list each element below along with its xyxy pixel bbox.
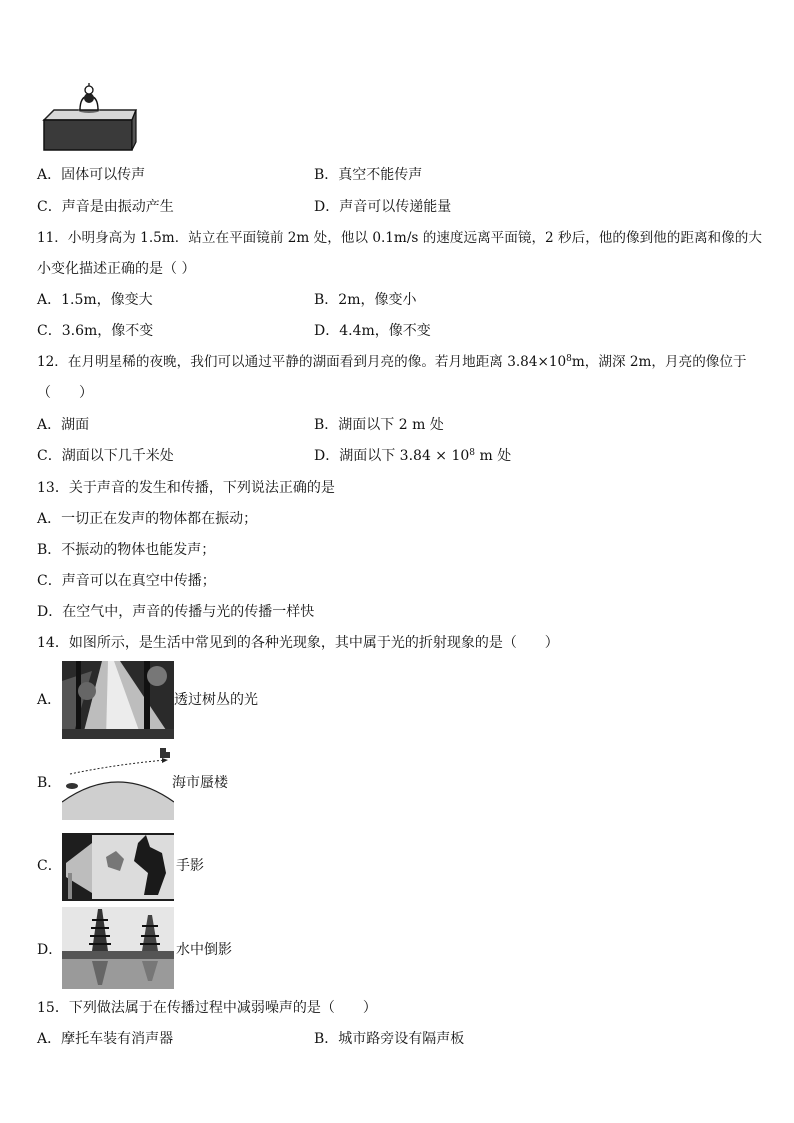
q14-option-c-label: 手影 (176, 858, 204, 874)
q12-option-b: B．湖面以下 2 m 处 (314, 417, 444, 433)
q14-option-c-letter: C． (37, 858, 62, 874)
q14-option-b-letter: B． (37, 775, 62, 791)
q11-option-b: B．2m，像变小 (314, 292, 417, 308)
q15-option-a: A．摩托车装有消声器 (37, 1031, 174, 1047)
q12-option-a: A．湖面 (37, 417, 90, 433)
q15-stem: 15．下列做法属于在传播过程中减弱噪声的是（ ） (37, 1000, 377, 1016)
q12-stem-exponent: 8 (566, 354, 572, 364)
q10-option-c: C．声音是由振动产生 (37, 199, 174, 215)
q13-stem: 13．关于声音的发生和传播，下列说法正确的是 (37, 480, 335, 496)
q12-stem-post: m，湖深 2m，月亮的像位于 (571, 354, 747, 370)
q12-option-d-post: m 处 (475, 448, 512, 464)
q11-option-a: A．1.5m，像变大 (37, 292, 153, 308)
mirage-diagram (62, 742, 174, 820)
bell-on-block-figure (40, 80, 140, 155)
q12-stem-pre: 12．在月明星稀的夜晚，我们可以通过平静的湖面看到月亮的像。若月地距离 3.84×10 (37, 354, 567, 370)
q14-option-a-label: 透过树丛的光 (174, 692, 258, 708)
q12-option-d-pre: D．湖面以下 3.84 × 10 (314, 448, 470, 464)
hand-shadow-photo (62, 833, 174, 901)
q12-option-c: C．湖面以下几千米处 (37, 448, 174, 464)
q12-option-d-exponent: 8 (469, 448, 476, 458)
q14-option-a-letter: A． (37, 692, 62, 708)
q12-stem-line1 (37, 352, 747, 372)
q11-option-d: D．4.4m，像不变 (314, 323, 431, 339)
q13-option-d: D．在空气中，声音的传播与光的传播一样快 (37, 604, 315, 620)
q11-stem-line2: 小变化描述正确的是（ ） (37, 261, 196, 277)
q13-option-c: C．声音可以在真空中传播； (37, 573, 216, 589)
q12-option-d (314, 446, 511, 466)
q14-option-d-label: 水中倒影 (176, 942, 232, 958)
q10-option-d: D．声音可以传递能量 (314, 199, 452, 215)
pagoda-reflection-photo (62, 907, 174, 989)
q13-option-a: A．一切正在发声的物体都在振动； (37, 511, 258, 527)
q13-option-b: B．不振动的物体也能发声； (37, 542, 216, 558)
q14-option-b-label: 海市蜃楼 (172, 775, 228, 791)
q11-stem-line1: 11．小明身高为 1.5m．站立在平面镜前 2m 处，他以 0.1m/s 的速度远离平面镜，2 秒后，他的像到他的距离和像的大 (37, 230, 762, 246)
q12-stem-line2: （ ） (37, 385, 93, 401)
q15-option-b: B．城市路旁设有隔声板 (314, 1031, 465, 1047)
q10-option-b: B．真空不能传声 (314, 167, 423, 183)
q10-option-a: A．固体可以传声 (37, 167, 146, 183)
q11-option-c: C．3.6m，像不变 (37, 323, 154, 339)
light-through-trees-photo (62, 661, 174, 739)
q14-stem: 14．如图所示，是生活中常见到的各种光现象，其中属于光的折射现象的是（ ） (37, 635, 559, 651)
q14-option-d-letter: D． (37, 942, 63, 958)
